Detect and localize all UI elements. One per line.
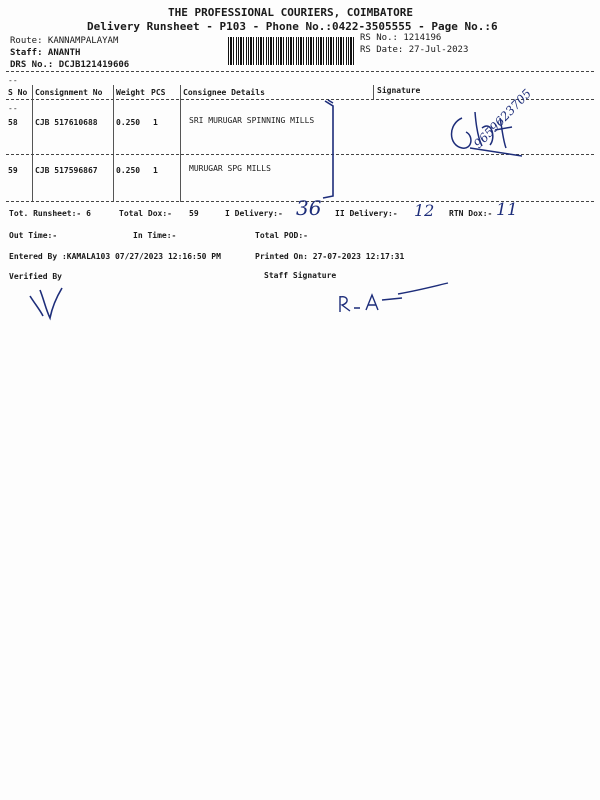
rtn-dox-value: 11 — [496, 200, 518, 220]
staff-label: Staff: ANANTH — [10, 48, 81, 58]
row-consignment: CJB 517596867 — [35, 166, 98, 175]
total-runsheet: Tot. Runsheet:- 6 — [9, 209, 91, 218]
verified-signature — [30, 288, 62, 318]
total-pod-label: Total POD:- — [255, 231, 308, 240]
in-time-label: In Time:- — [133, 231, 177, 240]
route-label: Route: KANNAMPALAYAM — [10, 36, 119, 46]
row-pcs: 1 — [153, 118, 158, 127]
column-pcs: PCS — [151, 88, 166, 97]
rs-date: RS Date: 27-Jul-2023 — [360, 45, 469, 55]
row-sno: 58 — [8, 118, 18, 127]
column-weight: Weight — [116, 88, 145, 97]
company-title: THE PROFESSIONAL COURIERS, COIMBATORE — [168, 6, 414, 19]
handwritten-phone: 9659623705 — [470, 86, 535, 151]
rs-number: RS No.: 1214196 — [360, 33, 442, 43]
staff-signature — [340, 283, 448, 312]
dash-mark: -- — [8, 76, 18, 85]
printed-on: Printed On: 27-07-2023 12:17:31 — [255, 252, 405, 261]
first-delivery-label: I Delivery:- — [225, 209, 283, 218]
entered-by: Entered By :KAMALA103 07/27/2023 12:16:50 PM — [9, 252, 221, 261]
column-sno: S No — [8, 88, 28, 97]
first-delivery-value: 36 — [296, 196, 322, 220]
column-consignment: Consignment No — [35, 88, 103, 97]
out-time-label: Out Time:- — [9, 231, 58, 240]
row-weight: 0.250 — [116, 166, 141, 175]
row-pcs: 1 — [153, 166, 158, 175]
row-consignment: CJB 517610688 — [35, 118, 98, 127]
verified-by-label: Verified By — [9, 272, 62, 281]
row-consignee: MURUGAR SPG MILLS — [189, 164, 271, 173]
handwritten-bracket — [323, 101, 333, 198]
total-dox-value: 59 — [189, 209, 199, 218]
second-delivery-label: II Delivery:- — [335, 209, 398, 218]
drs-number: DRS No.: DCJB121419606 — [10, 60, 130, 70]
staff-signature-label: Staff Signature — [264, 271, 337, 280]
row-weight: 0.250 — [116, 118, 141, 127]
runsheet-subtitle: Delivery Runsheet - P103 - Phone No.:0422-3505555 - Page No.:6 — [87, 20, 498, 33]
second-delivery-value: 12 — [414, 201, 435, 220]
dash-mark: -- — [8, 104, 18, 113]
total-dox-label: Total Dox:- — [119, 209, 172, 218]
rtn-dox-label: RTN Dox:- — [449, 209, 493, 218]
row-sno: 59 — [8, 166, 18, 175]
row-consignee: SRI MURUGAR SPINNING MILLS — [189, 116, 315, 125]
column-consignee: Consignee Details — [183, 88, 265, 97]
column-signature: Signature — [377, 86, 421, 95]
